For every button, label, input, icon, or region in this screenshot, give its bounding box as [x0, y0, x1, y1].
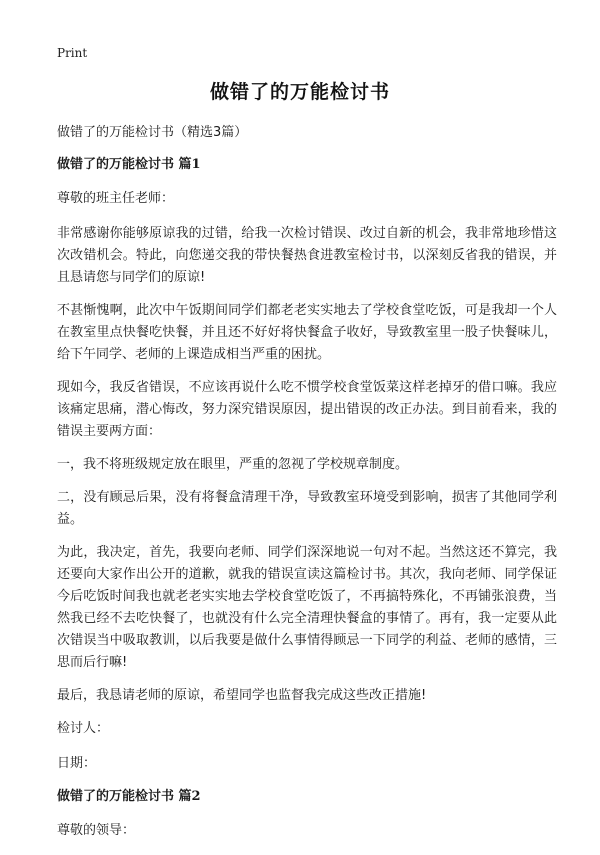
signature-label: 检讨人： — [57, 721, 110, 736]
salutation: 尊敬的班主任老师： — [57, 191, 175, 206]
paragraph: 非常感谢你能够原谅我的过错，给我一次检讨错误、改过自新的机会，我非常地珍惜这次改错机会。特此，向您递交我的带快餐热食进教室检讨书，以深刻反省我的错误，并且恳请您与同学们的原谅! — [57, 226, 557, 285]
section-heading-1: 做错了的万能检讨书 篇1 — [57, 157, 201, 172]
section-heading-2: 做错了的万能检讨书 篇2 — [57, 789, 201, 804]
salutation: 尊敬的领导： — [57, 823, 136, 838]
paragraph: 二，没有顾忌后果，没有将餐盒清理干净，导致教室环境受到影响，损害了其他同学利益。 — [57, 490, 557, 527]
document-subtitle: 做错了的万能检讨书（精选3篇） — [57, 125, 248, 140]
page-title: 做错了的万能检讨书 — [209, 81, 390, 103]
paragraph: 一，我不将班级规定放在眼里，严重的忽视了学校规章制度。 — [57, 457, 409, 472]
print-link[interactable]: Print — [57, 46, 88, 60]
document-body — [57, 124, 557, 855]
paragraph: 现如今，我反省错误，不应该再说什么吃不惯学校食堂饭菜这样老掉牙的借口嘛。我应该痛定思痛，潜心悔改，努力深究错误原因，提出错误的改正办法。到目前看来，我的错误主要两方面： — [57, 380, 557, 439]
paragraph: 为此，我决定，首先，我要向老师、同学们深深地说一句对不起。当然这还不算完，我还要向大家作出公开的道歉，就我的错误宣读这篇检讨书。其次，我向老师、同学保证今后吃饭时间我也就老老实实地去学校食堂吃饭了，不再搞特殊化，不再铺张浪费，当然我已经不去吃快餐了，也就没有什么完全清理快餐盒的事情了。再有，我一定要从此次错误当中吸取教训，以后我要是做什么事情得顾忌一下同学的利益、老师的感情，三思而后行嘛! — [57, 545, 557, 670]
date-label: 日期： — [57, 756, 97, 771]
paragraph: 不甚惭愧啊，此次中午饭期间同学们都老老实实地去了学校食堂吃饭，可是我却一个人在教室里点快餐吃快餐，并且还不好好将快餐盒子收好，导致教室里一股子快餐味儿，给下午同学、老师的上课造成相当严重的困扰。 — [57, 303, 557, 362]
paragraph: 最后，我恳请老师的原谅，希望同学也监督我完成这些改正措施! — [57, 688, 427, 703]
